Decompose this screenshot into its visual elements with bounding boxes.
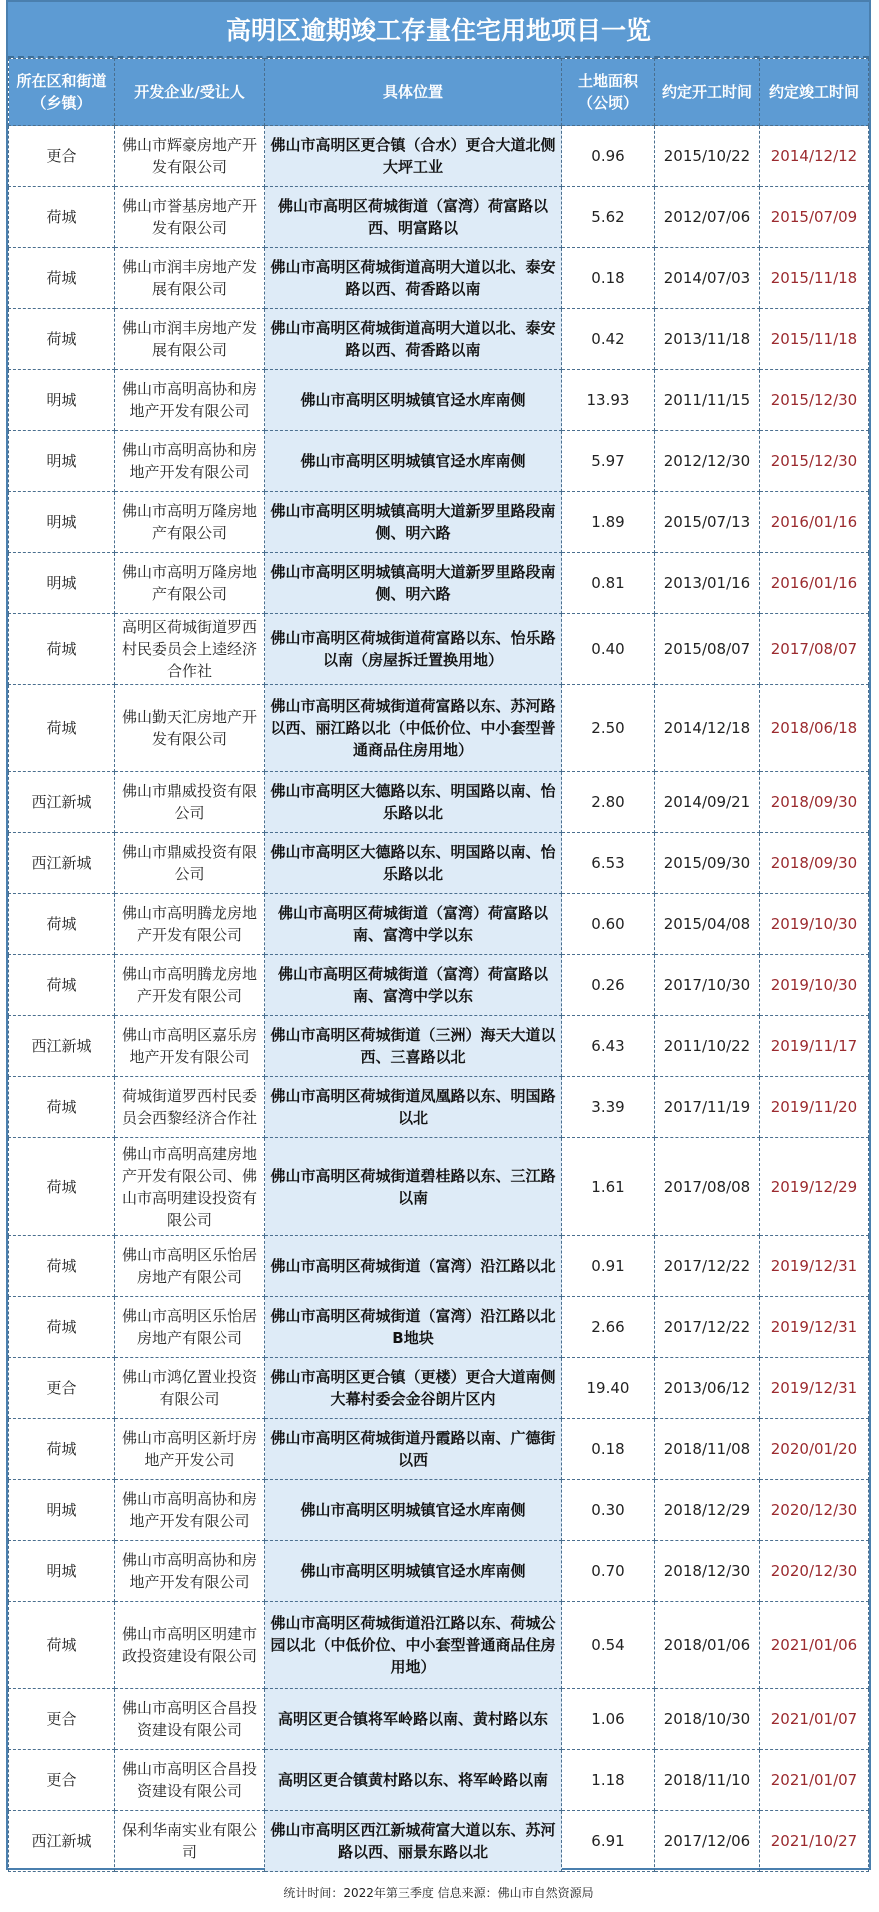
table-row: [9, 1689, 869, 1750]
project-table-card: [6, 0, 871, 1900]
cell-area: 0.54: [562, 1602, 655, 1689]
table-row: [9, 1750, 869, 1811]
table-row: [9, 955, 869, 1016]
cell-developer: 佛山市鼎威投资有限公司: [115, 772, 265, 833]
cell-developer: 佛山市润丰房地产发展有限公司: [115, 248, 265, 309]
cell-developer: 佛山市高明腾龙房地产开发有限公司: [115, 955, 265, 1016]
table-row: [9, 1480, 869, 1541]
cell-location: 佛山市高明区荷城街道（富湾）荷富路以南、富湾中学以东: [265, 955, 562, 1016]
cell-area: 6.91: [562, 1811, 655, 1872]
cell-location: 佛山市高明区明城镇高明大道新罗里路段南侧、明六路: [265, 553, 562, 614]
cell-start-date: 2013/06/12: [655, 1358, 760, 1419]
cell-developer: 佛山市高明区合昌投资建设有限公司: [115, 1689, 265, 1750]
table-header-row: [9, 59, 869, 126]
page-title: 高明区逾期竣工存量住宅用地项目一览: [8, 2, 869, 58]
cell-developer: 佛山市誉基房地产开发有限公司: [115, 187, 265, 248]
cell-developer: 佛山市高明高协和房地产开发有限公司: [115, 370, 265, 431]
header-location: 具体位置: [265, 59, 562, 126]
cell-district: 明城: [9, 492, 115, 553]
cell-start-date: 2015/07/13: [655, 492, 760, 553]
project-table: [8, 58, 869, 1872]
cell-start-date: 2017/12/22: [655, 1297, 760, 1358]
cell-completion-date: 2018/06/18: [760, 685, 869, 772]
cell-completion-date: 2019/11/20: [760, 1077, 869, 1138]
cell-developer: 佛山市高明高建房地产开发有限公司、佛山市高明建设投资有限公司: [115, 1138, 265, 1236]
table-row: [9, 1811, 869, 1872]
cell-district: 更合: [9, 1750, 115, 1811]
cell-start-date: 2015/04/08: [655, 894, 760, 955]
cell-area: 2.50: [562, 685, 655, 772]
cell-district: 明城: [9, 1541, 115, 1602]
cell-area: 2.66: [562, 1297, 655, 1358]
cell-start-date: 2014/07/03: [655, 248, 760, 309]
table-row: [9, 772, 869, 833]
cell-completion-date: 2019/10/30: [760, 955, 869, 1016]
cell-completion-date: 2021/01/06: [760, 1602, 869, 1689]
cell-completion-date: 2020/12/30: [760, 1480, 869, 1541]
cell-start-date: 2018/11/08: [655, 1419, 760, 1480]
cell-area: 1.18: [562, 1750, 655, 1811]
cell-district: 荷城: [9, 894, 115, 955]
cell-location: 佛山市高明区荷城街道沿江路以东、荷城公园以北（中低价位、中小套型普通商品住房用地）: [265, 1602, 562, 1689]
cell-completion-date: 2015/07/09: [760, 187, 869, 248]
cell-start-date: 2013/11/18: [655, 309, 760, 370]
cell-area: 1.06: [562, 1689, 655, 1750]
table-row: [9, 1236, 869, 1297]
table-row: [9, 126, 869, 187]
cell-start-date: 2013/01/16: [655, 553, 760, 614]
cell-area: 0.26: [562, 955, 655, 1016]
cell-start-date: 2018/12/30: [655, 1541, 760, 1602]
table-row: [9, 1419, 869, 1480]
table-row: [9, 553, 869, 614]
cell-area: 0.40: [562, 614, 655, 685]
cell-district: 荷城: [9, 955, 115, 1016]
cell-completion-date: 2015/12/30: [760, 370, 869, 431]
cell-completion-date: 2015/11/18: [760, 248, 869, 309]
cell-location: 佛山市高明区荷城街道（三洲）海天大道以西、三喜路以北: [265, 1016, 562, 1077]
cell-start-date: 2015/10/22: [655, 126, 760, 187]
cell-developer: 佛山市辉豪房地产开发有限公司: [115, 126, 265, 187]
cell-district: 荷城: [9, 1236, 115, 1297]
cell-developer: 佛山市高明区合昌投资建设有限公司: [115, 1750, 265, 1811]
cell-location: 佛山市高明区荷城街道高明大道以北、泰安路以西、荷香路以南: [265, 248, 562, 309]
cell-start-date: 2014/12/18: [655, 685, 760, 772]
cell-completion-date: 2019/10/30: [760, 894, 869, 955]
header-area: 土地面积（公顷）: [562, 59, 655, 126]
cell-area: 6.43: [562, 1016, 655, 1077]
cell-start-date: 2011/11/15: [655, 370, 760, 431]
table-row: [9, 1138, 869, 1236]
cell-area: 1.61: [562, 1138, 655, 1236]
cell-district: 荷城: [9, 614, 115, 685]
table-row: [9, 187, 869, 248]
cell-area: 0.42: [562, 309, 655, 370]
cell-district: 西江新城: [9, 772, 115, 833]
cell-area: 19.40: [562, 1358, 655, 1419]
cell-start-date: 2011/10/22: [655, 1016, 760, 1077]
cell-location: 佛山市高明区荷城街道（富湾）荷富路以南、富湾中学以东: [265, 894, 562, 955]
table-row: [9, 894, 869, 955]
cell-district: 明城: [9, 431, 115, 492]
cell-district: 荷城: [9, 187, 115, 248]
cell-location: 佛山市高明区荷城街道荷富路以东、苏河路以西、丽江路以北（中低价位、中小套型普通商品住房用地）: [265, 685, 562, 772]
header-district: 所在区和街道（乡镇）: [9, 59, 115, 126]
cell-completion-date: 2019/12/29: [760, 1138, 869, 1236]
cell-completion-date: 2020/12/30: [760, 1541, 869, 1602]
cell-location: 佛山市高明区更合镇（合水）更合大道北侧大坪工业: [265, 126, 562, 187]
cell-start-date: 2017/10/30: [655, 955, 760, 1016]
cell-location: 佛山市高明区大德路以东、明国路以南、怡乐路以北: [265, 772, 562, 833]
cell-completion-date: 2021/01/07: [760, 1689, 869, 1750]
cell-district: 荷城: [9, 1602, 115, 1689]
table-row: [9, 492, 869, 553]
cell-area: 0.91: [562, 1236, 655, 1297]
cell-developer: 佛山市高明区嘉乐房地产开发有限公司: [115, 1016, 265, 1077]
cell-developer: 佛山市高明区乐怡居房地产有限公司: [115, 1236, 265, 1297]
cell-district: 荷城: [9, 248, 115, 309]
table-row: [9, 1297, 869, 1358]
cell-completion-date: 2019/12/31: [760, 1236, 869, 1297]
cell-developer: 佛山勤天汇房地产开发有限公司: [115, 685, 265, 772]
cell-developer: 佛山市高明高协和房地产开发有限公司: [115, 1480, 265, 1541]
cell-area: 0.70: [562, 1541, 655, 1602]
cell-area: 6.53: [562, 833, 655, 894]
table-row: [9, 248, 869, 309]
cell-location: 佛山市高明区明城镇官迳水库南侧: [265, 1541, 562, 1602]
cell-start-date: 2018/11/10: [655, 1750, 760, 1811]
cell-developer: 佛山市高明高协和房地产开发有限公司: [115, 1541, 265, 1602]
cell-developer: 佛山市高明区新圩房地产开发公司: [115, 1419, 265, 1480]
cell-district: 荷城: [9, 309, 115, 370]
cell-developer: 荷城街道罗西村民委员会西黎经济合作社: [115, 1077, 265, 1138]
table-row: [9, 1077, 869, 1138]
cell-district: 西江新城: [9, 833, 115, 894]
cell-completion-date: 2016/01/16: [760, 553, 869, 614]
cell-start-date: 2017/08/08: [655, 1138, 760, 1236]
cell-completion-date: 2018/09/30: [760, 833, 869, 894]
cell-district: 明城: [9, 1480, 115, 1541]
cell-location: 佛山市高明区荷城街道（富湾）荷富路以西、明富路以: [265, 187, 562, 248]
cell-district: 更合: [9, 126, 115, 187]
cell-location: 佛山市高明区西江新城荷富大道以东、苏河路以西、丽景东路以北: [265, 1811, 562, 1872]
cell-district: 明城: [9, 370, 115, 431]
cell-location: 佛山市高明区明城镇官迳水库南侧: [265, 431, 562, 492]
cell-start-date: 2017/12/06: [655, 1811, 760, 1872]
header-completion-date: 约定竣工时间: [760, 59, 869, 126]
cell-district: 西江新城: [9, 1016, 115, 1077]
cell-location: 佛山市高明区荷城街道（富湾）沿江路以北: [265, 1236, 562, 1297]
table-row: [9, 1541, 869, 1602]
cell-district: 更合: [9, 1358, 115, 1419]
cell-area: 0.96: [562, 126, 655, 187]
cell-start-date: 2015/08/07: [655, 614, 760, 685]
cell-developer: 佛山市高明区乐怡居房地产有限公司: [115, 1297, 265, 1358]
cell-area: 0.18: [562, 248, 655, 309]
cell-start-date: 2012/07/06: [655, 187, 760, 248]
cell-location: 佛山市高明区大德路以东、明国路以南、怡乐路以北: [265, 833, 562, 894]
cell-location: 佛山市高明区荷城街道高明大道以北、泰安路以西、荷香路以南: [265, 309, 562, 370]
cell-developer: 佛山市鼎威投资有限公司: [115, 833, 265, 894]
cell-start-date: 2014/09/21: [655, 772, 760, 833]
cell-start-date: 2017/11/19: [655, 1077, 760, 1138]
cell-location: 佛山市高明区荷城街道丹霞路以南、广德街以西: [265, 1419, 562, 1480]
cell-completion-date: 2018/09/30: [760, 772, 869, 833]
cell-location: 佛山市高明区明城镇高明大道新罗里路段南侧、明六路: [265, 492, 562, 553]
table-row: [9, 1602, 869, 1689]
cell-area: 13.93: [562, 370, 655, 431]
cell-developer: 佛山市高明万隆房地产有限公司: [115, 492, 265, 553]
cell-district: 更合: [9, 1689, 115, 1750]
cell-district: 西江新城: [9, 1811, 115, 1872]
cell-completion-date: 2014/12/12: [760, 126, 869, 187]
cell-developer: 佛山市高明万隆房地产有限公司: [115, 553, 265, 614]
cell-start-date: 2018/01/06: [655, 1602, 760, 1689]
cell-completion-date: 2019/12/31: [760, 1358, 869, 1419]
cell-location: 佛山市高明区荷城街道荷富路以东、怡乐路以南（房屋拆迁置换用地）: [265, 614, 562, 685]
table-row: [9, 309, 869, 370]
cell-area: 0.30: [562, 1480, 655, 1541]
table-row: [9, 370, 869, 431]
cell-location: 高明区更合镇黄村路以东、将军岭路以南: [265, 1750, 562, 1811]
cell-start-date: 2015/09/30: [655, 833, 760, 894]
cell-district: 荷城: [9, 1138, 115, 1236]
cell-completion-date: 2020/01/20: [760, 1419, 869, 1480]
cell-area: 5.62: [562, 187, 655, 248]
cell-developer: 佛山市高明区明建市政投资建设有限公司: [115, 1602, 265, 1689]
cell-district: 明城: [9, 553, 115, 614]
cell-start-date: 2017/12/22: [655, 1236, 760, 1297]
cell-location: 佛山市高明区更合镇（更楼）更合大道南侧大幕村委会金谷朗片区内: [265, 1358, 562, 1419]
cell-developer: 保利华南实业有限公司: [115, 1811, 265, 1872]
cell-district: 荷城: [9, 685, 115, 772]
cell-developer: 佛山市润丰房地产发展有限公司: [115, 309, 265, 370]
cell-completion-date: 2017/08/07: [760, 614, 869, 685]
cell-completion-date: 2019/11/17: [760, 1016, 869, 1077]
cell-start-date: 2018/10/30: [655, 1689, 760, 1750]
cell-district: 荷城: [9, 1419, 115, 1480]
header-start-date: 约定开工时间: [655, 59, 760, 126]
table-row: [9, 431, 869, 492]
cell-developer: 佛山市高明腾龙房地产开发有限公司: [115, 894, 265, 955]
cell-start-date: 2018/12/29: [655, 1480, 760, 1541]
cell-area: 5.97: [562, 431, 655, 492]
cell-developer: 高明区荷城街道罗西村民委员会上逵经济合作社: [115, 614, 265, 685]
cell-location: 佛山市高明区荷城街道凤凰路以东、明国路以北: [265, 1077, 562, 1138]
cell-completion-date: 2015/11/18: [760, 309, 869, 370]
cell-area: 3.39: [562, 1077, 655, 1138]
cell-completion-date: 2019/12/31: [760, 1297, 869, 1358]
cell-area: 0.81: [562, 553, 655, 614]
cell-location: 佛山市高明区明城镇官迳水库南侧: [265, 1480, 562, 1541]
cell-area: 0.18: [562, 1419, 655, 1480]
table-row: [9, 833, 869, 894]
cell-completion-date: 2015/12/30: [760, 431, 869, 492]
cell-completion-date: 2021/01/07: [760, 1750, 869, 1811]
cell-start-date: 2012/12/30: [655, 431, 760, 492]
cell-location: 佛山市高明区明城镇官迳水库南侧: [265, 370, 562, 431]
footer-note: 统计时间：2022年第三季度 信息来源：佛山市自然资源局: [283, 1885, 594, 1900]
table-row: [9, 685, 869, 772]
table-row: [9, 1016, 869, 1077]
cell-location: 佛山市高明区荷城街道（富湾）沿江路以北B地块: [265, 1297, 562, 1358]
cell-district: 荷城: [9, 1077, 115, 1138]
header-developer: 开发企业/受让人: [115, 59, 265, 126]
cell-area: 0.60: [562, 894, 655, 955]
cell-area: 2.80: [562, 772, 655, 833]
table-row: [9, 1358, 869, 1419]
cell-completion-date: 2021/10/27: [760, 1811, 869, 1872]
cell-developer: 佛山市鸿亿置业投资有限公司: [115, 1358, 265, 1419]
table-row: [9, 614, 869, 685]
cell-location: 高明区更合镇将军岭路以南、黄村路以东: [265, 1689, 562, 1750]
cell-location: 佛山市高明区荷城街道碧桂路以东、三江路以南: [265, 1138, 562, 1236]
cell-developer: 佛山市高明高协和房地产开发有限公司: [115, 431, 265, 492]
cell-area: 1.89: [562, 492, 655, 553]
cell-completion-date: 2016/01/16: [760, 492, 869, 553]
cell-district: 荷城: [9, 1297, 115, 1358]
